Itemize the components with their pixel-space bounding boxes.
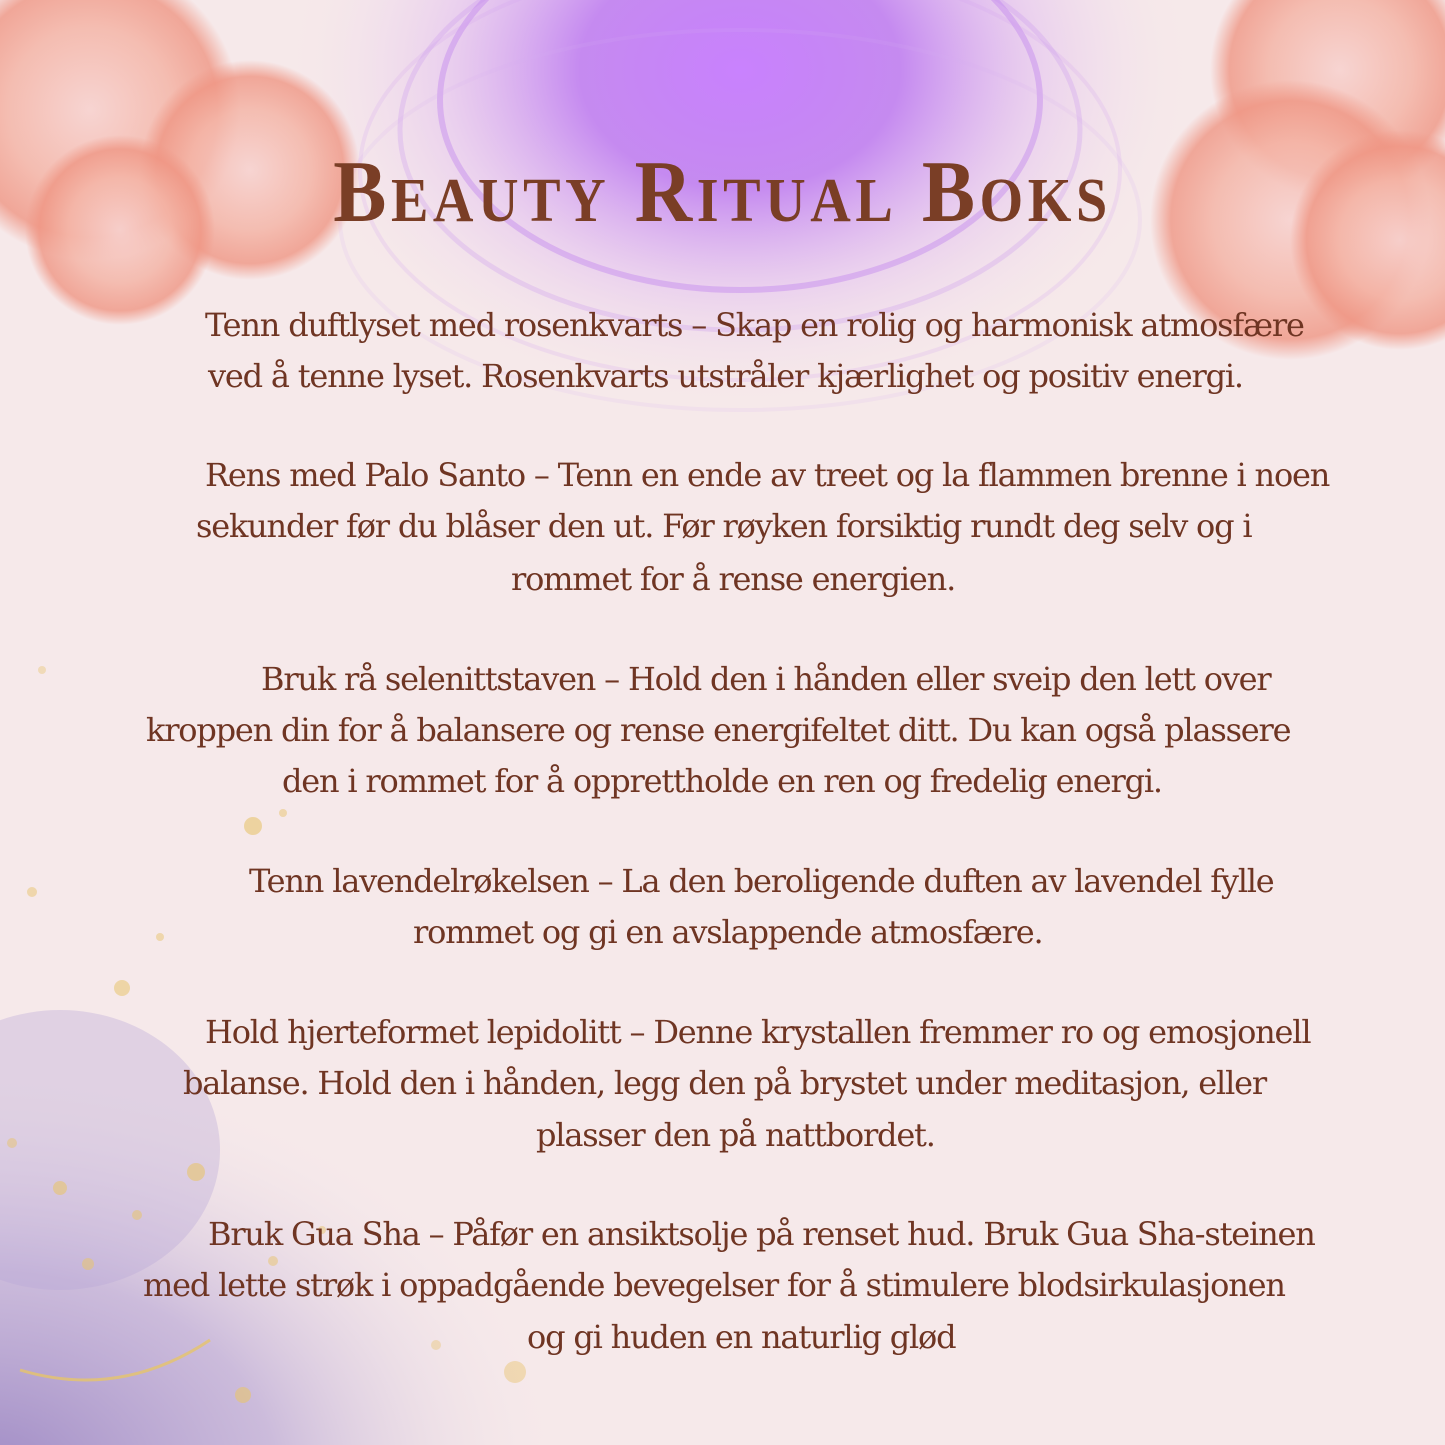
step-3-line-2: kroppen din for å balansere og rense energifeltet ditt. Du kan også plassere [146, 711, 1291, 749]
step-5-line-2: balanse. Hold den i hånden, legg den på brystet under meditasjon, eller [183, 1064, 1266, 1102]
step-2-line-3: rommet for å rense energien. [511, 560, 956, 598]
step-2-line-2: sekunder før du blåser den ut. Før røyken forsiktig rundt deg selv og i [196, 507, 1252, 545]
step-6-line-1: Bruk Gua Sha – Påfør en ansiktsolje på renset hud. Bruk Gua Sha-steinen [208, 1215, 1315, 1253]
step-4-line-1: Tenn lavendelrøkelsen – La den beroligende duften av lavendel fylle [249, 862, 1274, 900]
step-3-line-3: den i rommet for å opprettholde en ren og fredelig energi. [282, 762, 1162, 800]
page-title: Beauty Ritual Boks [333, 144, 1112, 241]
step-6-line-3: og gi huden en naturlig glød [527, 1318, 956, 1356]
step-1-line-1: Tenn duftlyset med rosenkvarts – Skap en rolig og harmonisk atmosfære [205, 306, 1304, 344]
step-1-line-2: ved å tenne lyset. Rosenkvarts utstråler kjærlighet og positiv energi. [208, 357, 1243, 395]
step-2-line-1: Rens med Palo Santo – Tenn en ende av treet og la flammen brenne i noen [205, 456, 1330, 494]
step-4-line-2: rommet og gi en avslappende atmosfære. [413, 913, 1043, 951]
step-6-line-2: med lette strøk i oppadgående bevegelser for å stimulere blodsirkulasjonen [143, 1266, 1285, 1304]
step-5-line-3: plasser den på nattbordet. [536, 1116, 935, 1154]
step-5-line-1: Hold hjerteformet lepidolitt – Denne krystallen fremmer ro og emosjonell [205, 1013, 1311, 1051]
step-3-line-1: Bruk rå selenittstaven – Hold den i hånden eller sveip den lett over [261, 660, 1271, 698]
